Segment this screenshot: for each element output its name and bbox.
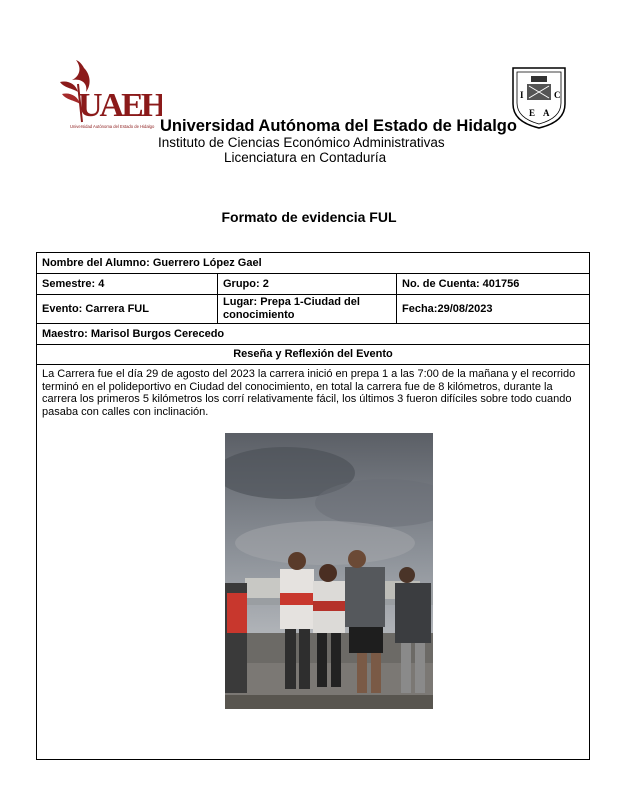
degree-name: Licenciatura en Contaduría: [224, 150, 387, 165]
uaeh-logo-caption: Universidad Autónoma del Estado de Hidalgo: [70, 124, 155, 129]
section-title: Reseña y Reflexión del Evento: [233, 348, 393, 360]
event-row: [37, 295, 589, 324]
section-title-row: [37, 345, 589, 365]
place-field: Lugar: Prepa 1-Ciudad del conocimiento: [217, 295, 396, 323]
svg-text:A: A: [543, 108, 550, 118]
teacher-row: [37, 324, 589, 345]
uaeh-logo-letters: UAEH: [78, 87, 162, 124]
svg-text:I: I: [520, 90, 524, 100]
event-photo: [225, 433, 433, 709]
semester-field: Semestre: 4: [42, 277, 105, 290]
svg-text:C: C: [554, 90, 561, 100]
date-field: Fecha:29/08/2023: [396, 295, 589, 323]
document-title: Formato de evidencia FUL: [221, 209, 397, 225]
account-field: No. de Cuenta: 401756: [396, 274, 589, 294]
semester-row: [37, 274, 589, 295]
student-row: [37, 253, 589, 274]
evidence-form: [36, 252, 590, 760]
icea-shield-logo: [509, 64, 569, 130]
svg-text:E: E: [529, 108, 536, 118]
institute-name: Instituto de Ciencias Económico Administrativas: [158, 135, 445, 150]
group-field: Grupo: 2: [217, 274, 396, 294]
uaeh-logo: [52, 54, 162, 132]
student-name: Nombre del Alumno: Guerrero López Gael: [42, 256, 262, 269]
teacher-name: Maestro: Marisol Burgos Cerecedo: [42, 327, 225, 340]
reflection-text: La Carrera fue el día 29 de agosto del 2023 la carrera inició en prepa 1 a las 7:00 de la mañana y el recorrido terminó en el polideportivo en Ciudad del conocimiento, en total la carrera fue de 8 kilómetros, durante la carrera los primeros 5 kilómetros los corrí relativamente fácil, los últimos 3 fueron difíciles sobre todo cuando pasaba con calles con inclinación.: [42, 368, 576, 418]
event-field: Evento: Carrera FUL: [42, 302, 149, 315]
university-name: Universidad Autónoma del Estado de Hidalgo: [160, 117, 517, 135]
